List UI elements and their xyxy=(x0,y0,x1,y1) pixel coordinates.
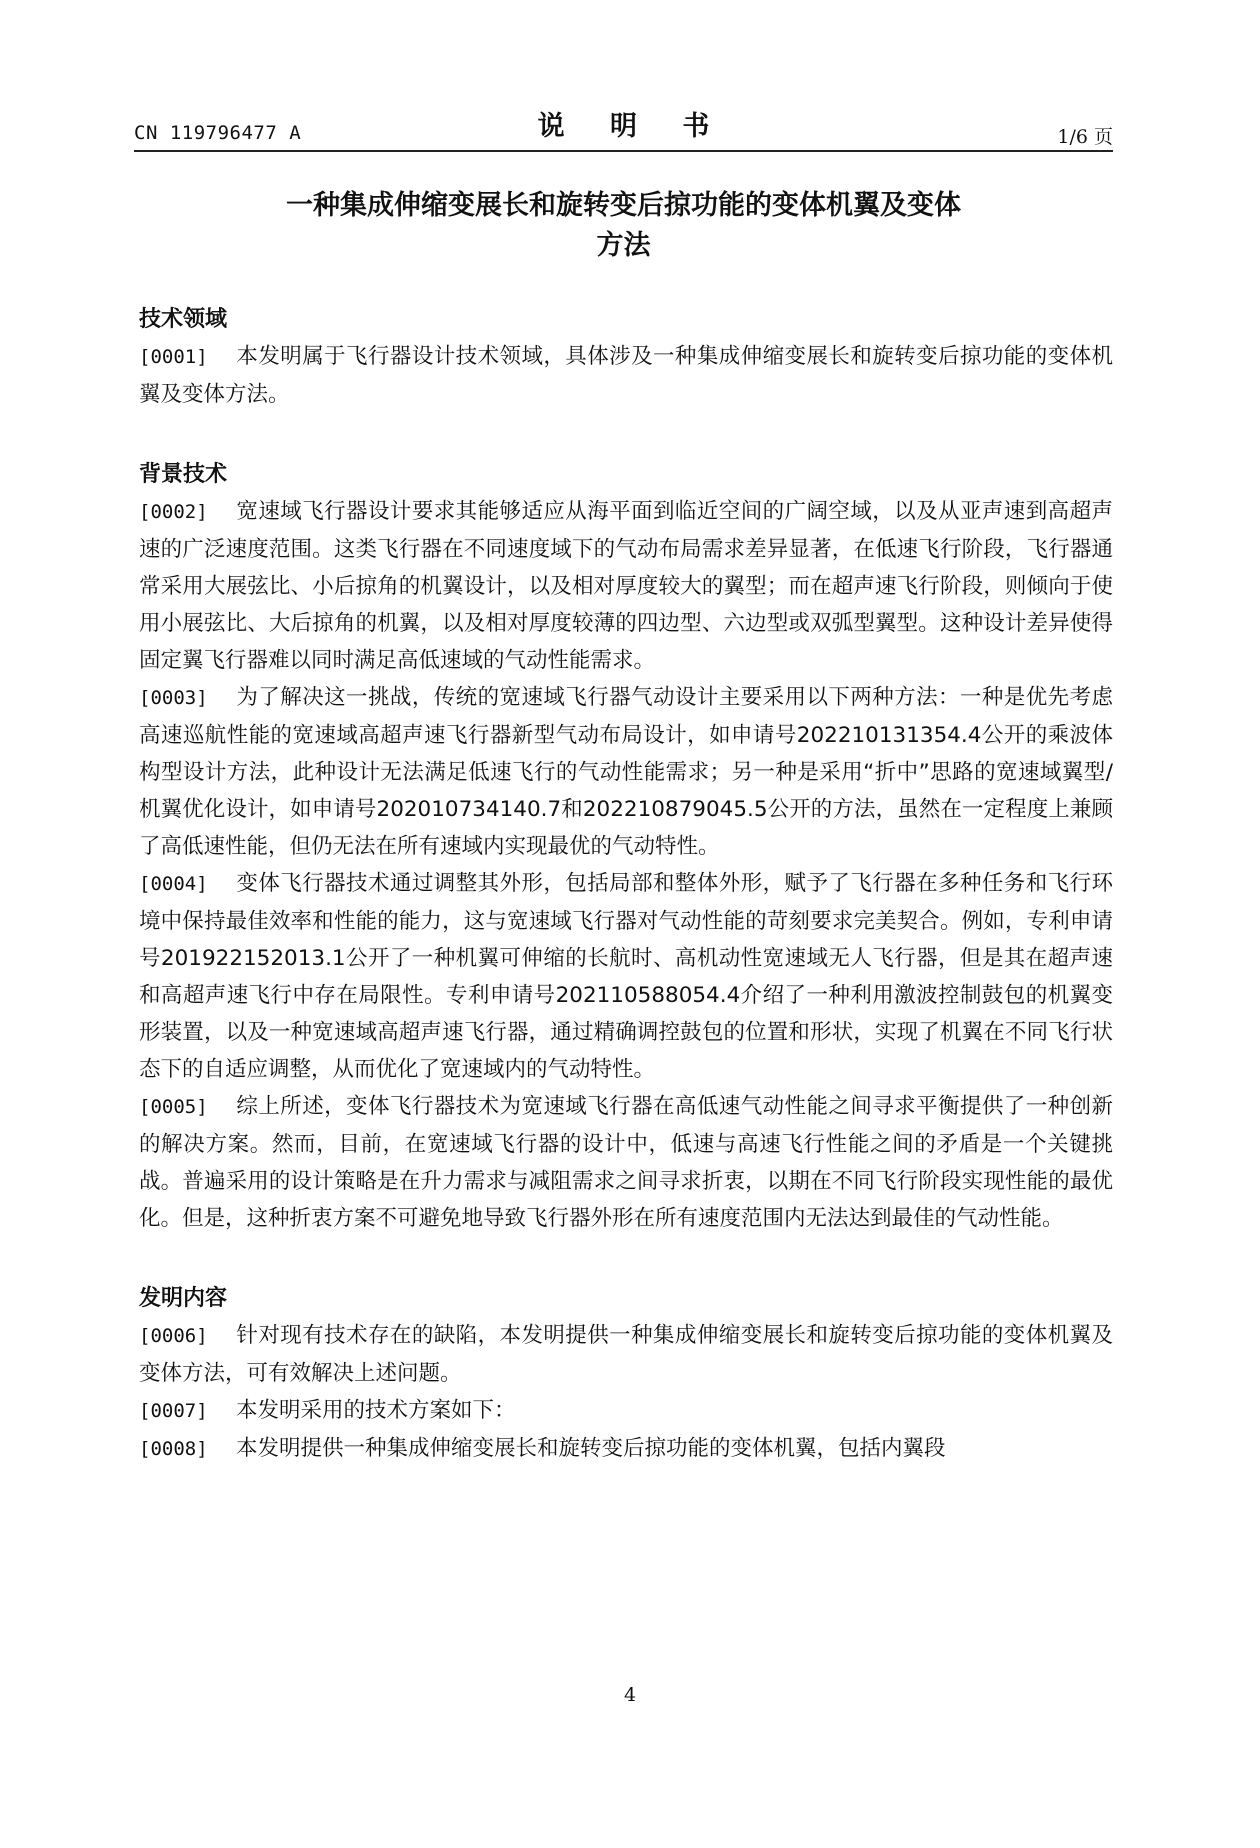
invention-title-line-1: 一种集成伸缩变展长和旋转变后掠功能的变体机翼及变体 xyxy=(286,190,961,221)
paragraph xyxy=(139,1088,1113,1237)
paragraph xyxy=(139,679,1113,865)
invention-title xyxy=(134,186,1113,266)
section-heading: 发明内容 xyxy=(139,1286,228,1311)
paragraph xyxy=(139,493,1113,679)
paragraph xyxy=(139,865,1113,1088)
paragraph xyxy=(139,1430,1113,1468)
paragraph-text: 为了解决这一挑战，传统的宽速域飞行器气动设计主要采用以下两种方法：一种是优先考虑高速巡航性能的宽速域高超声速飞行器新型气动布局设计，如申请号202210131354.4公开的乘波体构型设计方法，此种设计无法满足低速飞行的气动性能需求；另一种是采用“折中”思路的宽速域翼型/机翼优化设计，如申请号202010734140.7和202210879045.5公开的方法，虽然在一定程度上兼顾了高低速性能，但仍无法在所有速域内实现最优的气动特性。 xyxy=(139,685,1113,859)
paragraph-number: [0008] xyxy=(139,1438,208,1460)
paragraph-number: [0007] xyxy=(139,1400,208,1422)
paragraph-number: [0002] xyxy=(139,501,208,523)
page-number: 4 xyxy=(623,1684,637,1706)
document-body xyxy=(139,304,1113,1514)
section-technical-field xyxy=(139,304,1113,413)
paragraph-number: [0005] xyxy=(139,1096,208,1118)
section-summary xyxy=(139,1283,1113,1468)
section-heading: 技术领域 xyxy=(139,307,228,332)
paragraph-text: 本发明提供一种集成伸缩变展长和旋转变后掠功能的变体机翼，包括内翼段 xyxy=(236,1436,946,1461)
paragraph xyxy=(139,338,1113,413)
section-background xyxy=(139,459,1113,1237)
paragraph-text: 针对现有技术存在的缺陷，本发明提供一种集成伸缩变展长和旋转变后掠功能的变体机翼及变体方法，可有效解决上述问题。 xyxy=(139,1323,1113,1386)
publication-number: CN 119796477 A xyxy=(134,122,302,144)
paragraph-number: [0001] xyxy=(139,346,208,368)
paragraph xyxy=(139,1317,1113,1392)
section-heading: 背景技术 xyxy=(139,462,228,487)
header-title: 说 明 书 xyxy=(537,111,728,142)
paragraph-text: 变体飞行器技术通过调整其外形，包括局部和整体外形，赋予了飞行器在多种任务和飞行环境中保持最佳效率和性能的能力，这与宽速域飞行器对气动性能的苛刻要求完美契合。例如，专利申请号201922152013.1公开了一种机翼可伸缩的长航时、高机动性宽速域无人飞行器，但是其在超声速和高超声速飞行中存在局限性。专利申请号202110588054.4介绍了一种利用激波控制鼓包的机翼变形装置，以及一种宽速域高超声速飞行器，通过精确调控鼓包的位置和形状，实现了机翼在不同飞行状态下的自适应调整，从而优化了宽速域内的气动特性。 xyxy=(139,871,1113,1082)
paragraph-number: [0003] xyxy=(139,687,208,709)
paragraph-number: [0006] xyxy=(139,1325,208,1347)
paragraph-text: 本发明属于飞行器设计技术领域，具体涉及一种集成伸缩变展长和旋转变后掠功能的变体机翼及变体方法。 xyxy=(139,344,1113,407)
invention-title-line-2: 方法 xyxy=(596,230,651,261)
paragraph-number: [0004] xyxy=(139,873,208,895)
paragraph-text: 综上所述，变体飞行器技术为宽速域飞行器在高低速气动性能之间寻求平衡提供了一种创新的解决方案。然而，目前，在宽速域飞行器的设计中，低速与高速飞行性能之间的矛盾是一个关键挑战。普遍采用的设计策略是在升力需求与减阻需求之间寻求折衷，以期在不同飞行阶段实现性能的最优化。但是，这种折衷方案不可避免地导致飞行器外形在所有速度范围内无法达到最佳的气动性能。 xyxy=(139,1094,1113,1231)
page-indicator: 1/6 页 xyxy=(1057,126,1113,148)
paragraph-text: 宽速域飞行器设计要求其能够适应从海平面到临近空间的广阔空域，以及从亚声速到高超声速的广泛速度范围。这类飞行器在不同速度域下的气动布局需求差异显著，在低速飞行阶段，飞行器通常采用大展弦比、小后掠角的机翼设计，以及相对厚度较大的翼型；而在超声速飞行阶段，则倾向于使用小展弦比、大后掠角的机翼，以及相对厚度较薄的四边型、六边型或双弧型翼型。这种设计差异使得固定翼飞行器难以同时满足高低速域的气动性能需求。 xyxy=(139,499,1113,673)
paragraph xyxy=(139,1392,1113,1430)
paragraph-text: 本发明采用的技术方案如下： xyxy=(236,1398,516,1423)
page-header xyxy=(134,104,1113,152)
